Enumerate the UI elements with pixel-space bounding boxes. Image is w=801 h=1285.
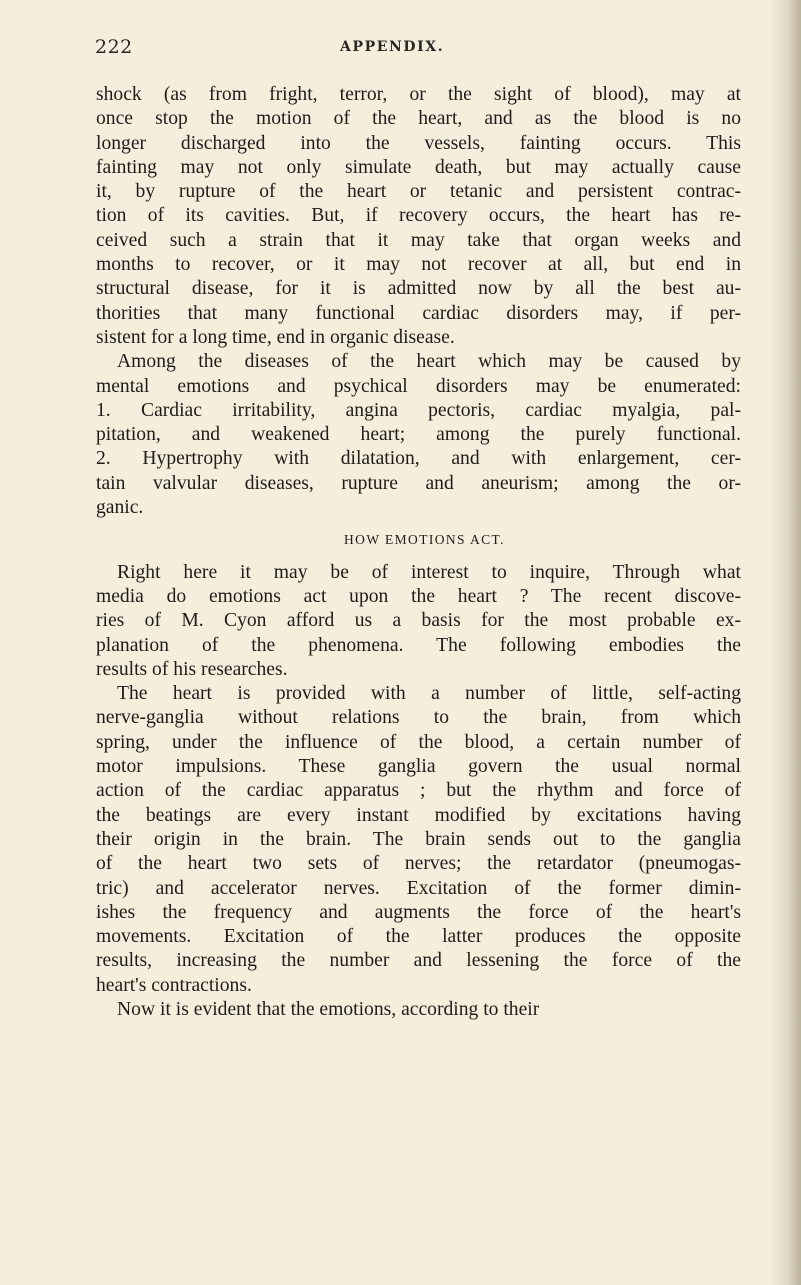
text-line: their origin in the brain. The brain sends out to the ganglia [96, 828, 741, 850]
text-line: once stop the motion of the heart, and as the blood is no [96, 108, 741, 130]
text-line: months to recover, or it may not recover at all, but end in [96, 254, 741, 276]
page-edge-shadow [787, 0, 801, 1285]
text-line: planation of the phenomena. The following embodies the [96, 634, 741, 656]
text-line: action of the cardiac apparatus ; but the rhythm and force of [96, 780, 741, 802]
text-line: movements. Excitation of the latter produces the opposite [96, 926, 741, 948]
text-line: ganic. [96, 497, 144, 519]
body-text [96, 83, 741, 1022]
text-line: sistent for a long time, end in organic disease. [96, 326, 455, 348]
text-line: mental emotions and psychical disorders may be enumerated: [96, 375, 741, 397]
text-line: ishes the frequency and augments the force of the heart's [96, 901, 741, 923]
text-line: results of his researches. [96, 658, 288, 680]
text-line: of the heart two sets of nerves; the retardator (pneumogas- [96, 853, 741, 875]
text-line: ries of M. Cyon afford us a basis for the most probable ex- [96, 610, 741, 632]
text-line: The heart is provided with a number of little, self-acting [117, 683, 741, 705]
text-line: results, increasing the number and lessening the force of the [96, 950, 741, 972]
text-line: pitation, and weakened heart; among the purely functional. [96, 424, 741, 446]
text-line: shock (as from fright, terror, or the sight of blood), may at [96, 84, 741, 105]
section-heading: HOW EMOTIONS ACT. [344, 532, 505, 548]
text-line: Right here it may be of interest to inquire, Through what [117, 561, 741, 583]
text-line: Among the diseases of the heart which may be caused by [117, 351, 741, 373]
text-line: tric) and accelerator nerves. Excitation of the former dimin- [96, 877, 741, 899]
text-line: heart's contractions. [96, 974, 252, 996]
text-line: the beatings are every instant modified by excitations having [96, 804, 741, 826]
page-number: 222 [95, 36, 133, 58]
text-line: 2. Hypertrophy with dilatation, and with enlargement, cer- [96, 448, 741, 470]
text-line: it, by rupture of the heart or tetanic and persistent contrac- [96, 181, 741, 203]
text-line: motor impulsions. These ganglia govern the usual normal [96, 756, 741, 778]
text-line: spring, under the influence of the blood, a certain number of [96, 731, 741, 753]
text-line: thorities that many functional cardiac disorders may, if per- [96, 302, 741, 324]
text-line: fainting may not only simulate death, but may actually cause [96, 156, 741, 178]
text-line: media do emotions act upon the heart ? The recent discove- [96, 585, 741, 607]
running-head: APPENDIX. [340, 39, 445, 55]
text-line: 1. Cardiac irritability, angina pectoris, cardiac myalgia, pal- [96, 399, 741, 421]
page-header [95, 36, 745, 62]
text-line: nerve-ganglia without relations to the brain, from which [96, 707, 741, 729]
text-line: Now it is evident that the emotions, according to their [117, 998, 540, 1020]
text-line: longer discharged into the vessels, fainting occurs. This [96, 132, 741, 154]
text-line: structural disease, for it is admitted now by all the best au- [96, 278, 741, 300]
text-line: tion of its cavities. But, if recovery occurs, the heart has re- [96, 205, 741, 227]
text-line: tain valvular diseases, rupture and aneurism; among the or- [96, 472, 741, 494]
text-line: ceived such a strain that it may take that organ weeks and [96, 229, 741, 251]
